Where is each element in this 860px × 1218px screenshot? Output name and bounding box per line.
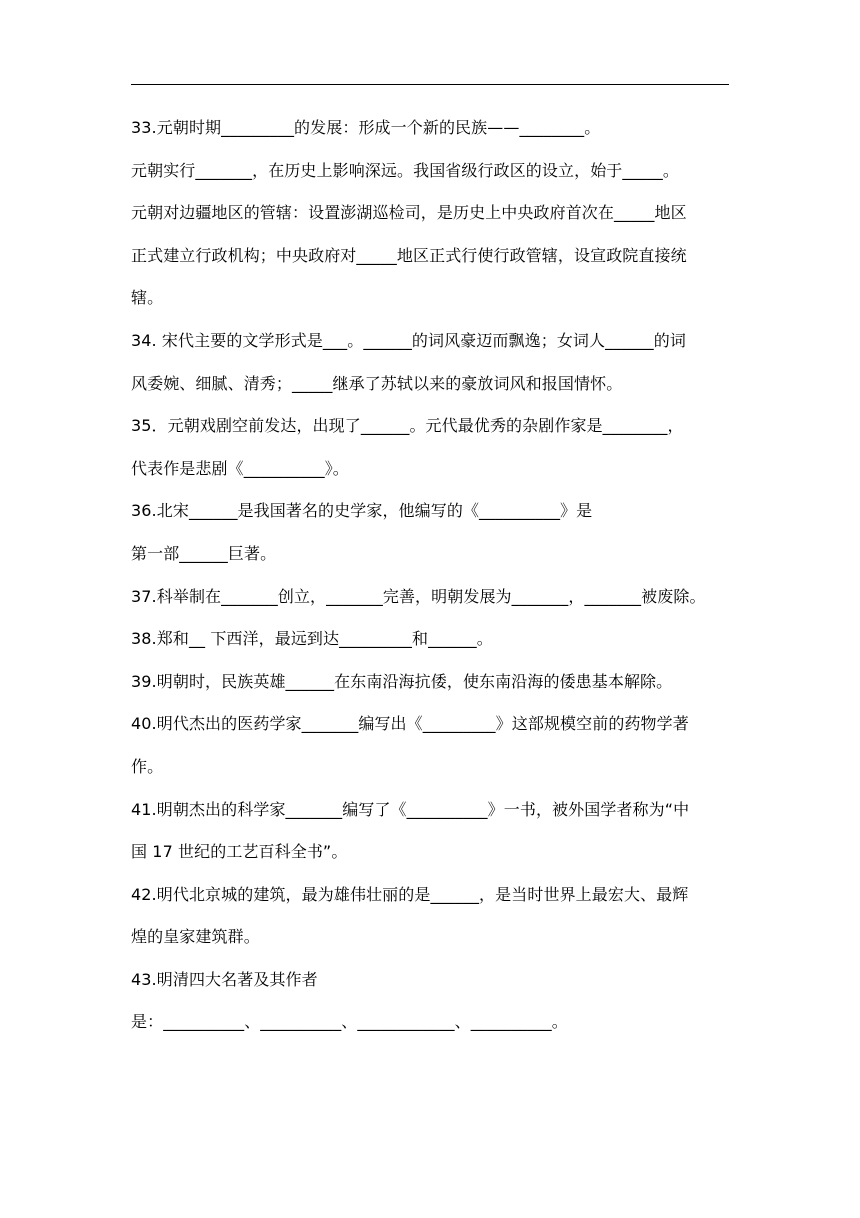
text-line: 33.元朝时期_________的发展：形成一个新的民族——________。 [131,118,601,137]
text-line: 是：__________、__________、____________、__________。 [131,1012,568,1032]
text-line: 元朝对边疆地区的管辖：设置澎湖巡检司，是历史上中央政府首次在_____地区 [131,203,687,223]
text-line: 第一部______巨著。 [131,543,277,563]
document-body [131,111,731,1048]
text-line: 43.明清四大名著及其作者 [131,969,318,989]
text-line: 风委婉、细腻、清秀；_____继承了苏轼以来的豪放词风和报国情怀。 [131,373,623,393]
text-line: 34. 宋代主要的文学形式是___。______的词风豪迈而飘逸；女词人______的词 [131,330,686,350]
top-rule [131,84,729,85]
text-line: 39.明朝时，民族英雄______在东南沿海抗倭，使东南沿海的倭患基本解除。 [131,671,673,691]
text-line: 36.北宋______是我国著名的史学家，他编写的《__________》是 [131,501,593,521]
text-line: 正式建立行政机构；中央政府对_____地区正式行使行政管辖，设宣政院直接统 [131,245,687,265]
text-line: 37.科举制在_______创立，_______完善，明朝发展为_______，_______被废除。 [131,586,706,606]
text-line: 41.明朝杰出的科学家_______编写了《__________》一书，被外国学者称为“中 [131,799,690,819]
text-line: 煌的皇家建筑群。 [131,927,260,947]
text-line: 38.郑和__ 下西洋，最远到达_________和______。 [131,629,493,649]
text-line: 代表作是悲剧《__________》。 [131,458,349,478]
text-line: 作。 [131,756,164,776]
text-line: 元朝实行_______，在历史上影响深远。我国省级行政区的设立，始于_____。 [131,160,680,180]
text-line: 辖。 [131,288,164,308]
text-line: 42.明代北京城的建筑，最为雄伟壮丽的是______，是当时世界上最宏大、最辉 [131,884,689,904]
text-line: 35．元朝戏剧空前发达，出现了______。元代最优秀的杂剧作家是________， [131,416,684,436]
text-line: 40.明代杰出的医药学家_______编写出《_________》这部规模空前的药物学著 [131,714,689,734]
text-line: 国 17 世纪的工艺百科全书”。 [131,842,348,862]
